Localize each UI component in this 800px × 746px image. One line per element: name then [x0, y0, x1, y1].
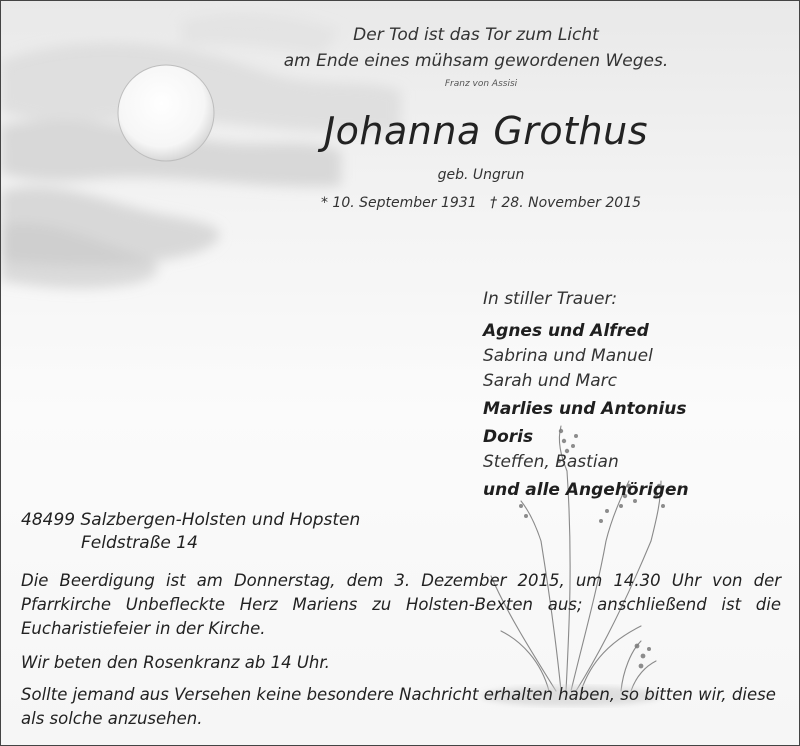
- life-dates: * 10. September 1931 † 28. November 2015: [320, 195, 642, 211]
- mourner-line: Sarah und Marc: [483, 371, 617, 391]
- quote-line-2: am Ende eines mühsam gewordenen Weges.: [283, 51, 669, 71]
- mourner-line: Sabrina und Manuel: [483, 346, 653, 366]
- quote-line-1: Der Tod ist das Tor zum Licht: [353, 25, 599, 45]
- maiden-name: geb. Ungrun: [437, 167, 525, 183]
- address-line-2: Feldstraße 14: [81, 533, 198, 553]
- deceased-name: Johanna Grothus: [323, 109, 649, 153]
- rosary-notice: Wir beten den Rosenkranz ab 14 Uhr.: [21, 653, 330, 672]
- mourner-line: Steffen, Bastian: [483, 452, 619, 472]
- mourner-line: Doris: [483, 427, 534, 447]
- mourners-heading: In stiller Trauer:: [483, 289, 618, 309]
- moon: [118, 65, 214, 161]
- apology-notice: Sollte jemand aus Versehen keine besondere Nachricht erhalten haben, so bitten wir, diese als solche anzusehen.: [21, 685, 776, 728]
- quote-author: Franz von Assisi: [444, 79, 518, 89]
- address-line-1: 48499 Salzbergen-Holsten und Hopsten: [21, 510, 361, 530]
- mourner-line: Marlies und Antonius: [483, 399, 687, 419]
- funeral-notice: Die Beerdigung ist am Donnerstag, dem 3. Dezember 2015, um 14.30 Uhr von der Pfarrkirche Unbefleckte Herz Mariens zu Holsten-Bexten aus; anschließend ist die Eucharistiefeier in der Kirche.: [21, 571, 781, 638]
- mourner-line: Agnes und Alfred: [483, 321, 649, 341]
- mourner-line: und alle Angehörigen: [483, 480, 689, 500]
